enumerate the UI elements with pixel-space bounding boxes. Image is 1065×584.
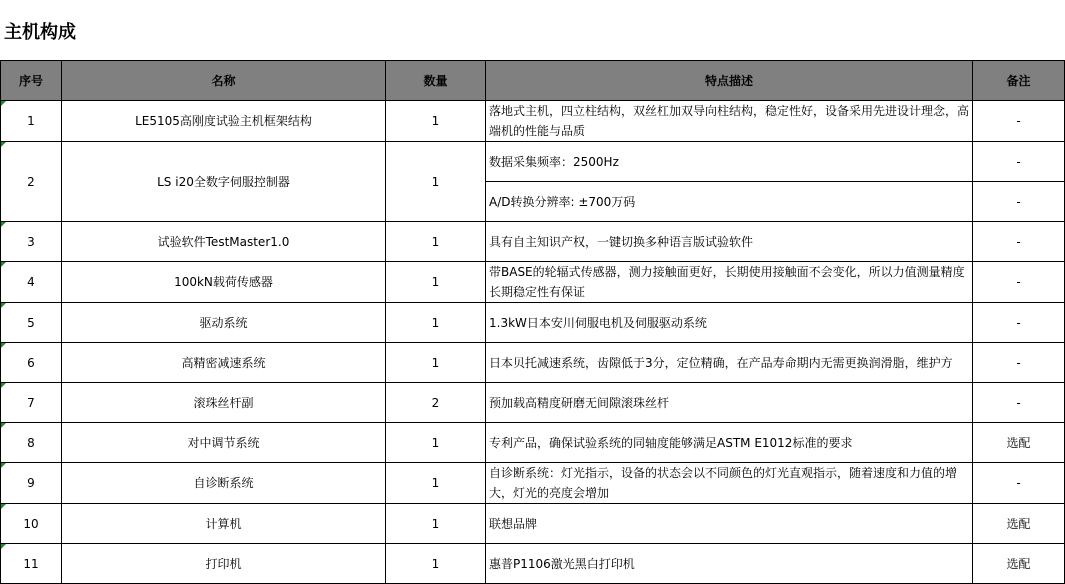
cell-index[interactable]: 3 <box>1 222 62 262</box>
cell-note[interactable]: - <box>973 303 1065 343</box>
cell-index[interactable]: 10 <box>1 504 62 544</box>
table-row <box>1 463 1065 504</box>
cell-index[interactable]: 6 <box>1 343 62 383</box>
cell-qty[interactable]: 1 <box>386 343 486 383</box>
header-desc[interactable]: 特点描述 <box>486 61 973 101</box>
cell-index[interactable]: 11 <box>1 544 62 584</box>
table-row <box>1 303 1065 343</box>
table-row <box>1 262 1065 303</box>
cell-qty[interactable]: 1 <box>386 101 486 142</box>
cell-note[interactable]: - <box>973 383 1065 423</box>
cell-name[interactable]: 计算机 <box>62 504 386 544</box>
cell-note[interactable]: 选配 <box>973 544 1065 584</box>
cell-note[interactable]: - <box>973 343 1065 383</box>
cell-name[interactable]: 驱动系统 <box>62 303 386 343</box>
cell-qty[interactable]: 2 <box>386 383 486 423</box>
cell-name[interactable]: 对中调节系统 <box>62 423 386 463</box>
cell-name[interactable]: LE5105高刚度试验主机框架结构 <box>62 101 386 142</box>
table-row <box>1 504 1065 544</box>
cell-name[interactable]: LS i20全数字伺服控制器 <box>62 142 386 222</box>
cell-desc[interactable]: 具有自主知识产权，一键切换多种语言版试验软件 <box>486 222 973 262</box>
cell-index[interactable]: 2 <box>1 142 62 222</box>
cell-name[interactable]: 试验软件TestMaster1.0 <box>62 222 386 262</box>
table-body <box>1 101 1065 584</box>
cell-desc[interactable]: 惠普P1106激光黑白打印机 <box>486 544 973 584</box>
table-header-row <box>1 61 1065 101</box>
cell-desc[interactable]: 自诊断系统：灯光指示，设备的状态会以不同颜色的灯光直观指示，随着速度和力值的增大，灯光的亮度会增加 <box>486 463 973 504</box>
cell-name[interactable]: 滚珠丝杆副 <box>62 383 386 423</box>
header-note[interactable]: 备注 <box>973 61 1065 101</box>
table-row <box>1 343 1065 383</box>
cell-desc[interactable]: 1.3kW日本安川伺服电机及伺服驱动系统 <box>486 303 973 343</box>
table-row <box>1 142 1065 182</box>
cell-qty[interactable]: 1 <box>386 504 486 544</box>
cell-note[interactable]: - <box>973 101 1065 142</box>
cell-note[interactable]: - <box>973 262 1065 303</box>
cell-index[interactable]: 1 <box>1 101 62 142</box>
table-row <box>1 423 1065 463</box>
header-qty[interactable]: 数量 <box>386 61 486 101</box>
cell-desc[interactable]: 数据采集频率：2500Hz <box>486 142 973 182</box>
cell-qty[interactable]: 1 <box>386 423 486 463</box>
cell-name[interactable]: 自诊断系统 <box>62 463 386 504</box>
cell-index[interactable]: 9 <box>1 463 62 504</box>
host-composition-table <box>0 60 1065 584</box>
cell-name[interactable]: 打印机 <box>62 544 386 584</box>
cell-desc[interactable]: 日本贝托减速系统，齿隙低于3分，定位精确，在产品寿命期内无需更换润滑脂，维护方 <box>486 343 973 383</box>
table-row <box>1 101 1065 142</box>
cell-desc[interactable]: 带BASE的轮辐式传感器，测力接触面更好，长期使用接触面不会变化，所以力值测量精度长期稳定性有保证 <box>486 262 973 303</box>
cell-qty[interactable]: 1 <box>386 544 486 584</box>
cell-index[interactable]: 8 <box>1 423 62 463</box>
cell-note[interactable]: 选配 <box>973 504 1065 544</box>
cell-index[interactable]: 4 <box>1 262 62 303</box>
cell-note[interactable]: - <box>973 222 1065 262</box>
header-index[interactable]: 序号 <box>1 61 62 101</box>
cell-desc[interactable]: 专利产品，确保试验系统的同轴度能够满足ASTM E1012标准的要求 <box>486 423 973 463</box>
cell-note[interactable]: - <box>973 463 1065 504</box>
cell-name[interactable]: 高精密减速系统 <box>62 343 386 383</box>
header-name[interactable]: 名称 <box>62 61 386 101</box>
cell-note[interactable]: - <box>973 142 1065 182</box>
table-row <box>1 222 1065 262</box>
cell-qty[interactable]: 1 <box>386 222 486 262</box>
cell-desc[interactable]: 联想品牌 <box>486 504 973 544</box>
cell-index[interactable]: 5 <box>1 303 62 343</box>
page-title: 主机构成 <box>4 22 76 43</box>
cell-qty[interactable]: 1 <box>386 303 486 343</box>
cell-index[interactable]: 7 <box>1 383 62 423</box>
cell-desc[interactable]: 落地式主机，四立柱结构，双丝杠加双导向柱结构，稳定性好，设备采用先进设计理念，高端机的性能与品质 <box>486 101 973 142</box>
cell-desc[interactable]: A/D转换分辨率: ±700万码 <box>486 182 973 222</box>
cell-note[interactable]: - <box>973 182 1065 222</box>
table-row <box>1 544 1065 584</box>
table-row <box>1 383 1065 423</box>
cell-qty[interactable]: 1 <box>386 262 486 303</box>
cell-qty[interactable]: 1 <box>386 463 486 504</box>
cell-name[interactable]: 100kN载荷传感器 <box>62 262 386 303</box>
cell-desc[interactable]: 预加载高精度研磨无间隙滚珠丝杆 <box>486 383 973 423</box>
cell-qty[interactable]: 1 <box>386 142 486 222</box>
cell-note[interactable]: 选配 <box>973 423 1065 463</box>
